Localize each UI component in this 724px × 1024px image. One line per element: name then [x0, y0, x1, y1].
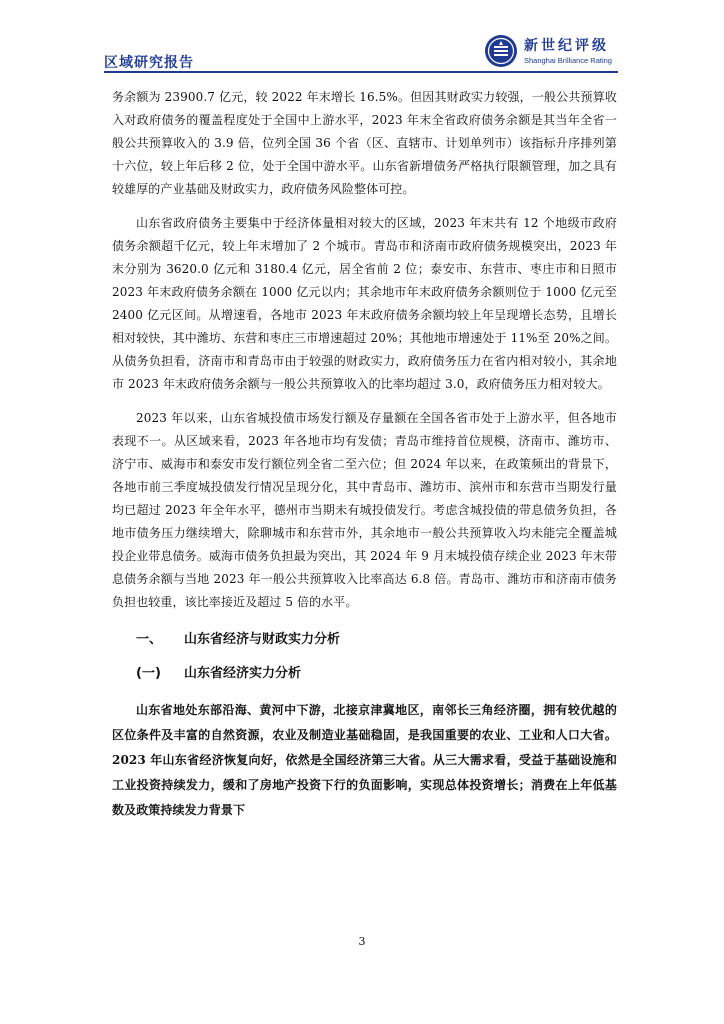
brand-emblem-icon: [484, 34, 518, 68]
section-heading-1-number: 一、: [136, 632, 163, 647]
subsection-heading-1-text: 山东省经济实力分析: [184, 666, 302, 681]
body-paragraph-1: 务余额为 23900.7 亿元，较 2022 年末增长 16.5%。但因其财政实力较强，一般公共预算收入对政府债务的覆盖程度处于全国中上游水平，2023 年末全省政府债务余额是其当年全省一般公共预算收入的 3.9 倍，位列全国 36 个省（区、直辖市、计划单列市）该指标升序排列第十六位，较上年后移 2 位，处于全国中游水平。山东省新增债务严格执行限额管理，加之具有较雄厚的产业基础及财政实力，政府债务风险整体可控。: [112, 90, 617, 196]
body-paragraph-3: 2023 年以来，山东省城投债市场发行额及存量额在全国各省市处于上游水平，但各地市表现不一。从区域来看，2023 年各地市均有发债；青岛市维持首位规模，济南市、潍坊市、济宁市、威海市和泰安市发行额位列全省二至六位；但 2024 年以来，在政策频出的背景下，各地市前三季度城投债发行情况呈现分化，其中青岛市、潍坊市、滨州市和东营市当期发行量均已超过 2023 年全年水平，德州市当期未有城投债发行。考虑含城投债的带息债务负担，各地市债务压力继续增大，除聊城市和东营市外，其余地市一般公共预算收入均未能完全覆盖城投企业带息债务。威海市债务负担最为突出，其 2024 年 9 月末城投债存续企业 2023 年末带息债务余额与当地 2023 年一般公共预算收入比率高达 6.8 倍。青岛市、潍坊市和济南市债务负担也较重，该比率接近及超过 5 倍的水平。: [112, 411, 617, 609]
page-number: 3: [358, 935, 366, 948]
brand-name-cn: 新世纪评级: [524, 38, 609, 54]
subsection-heading-1: [112, 662, 617, 686]
body-paragraph-4-bold: 山东省地处东部沿海、黄河中下游，北接京津冀地区，南邻长三角经济圈，拥有较优越的区位条件及丰富的自然资源，农业及制造业基础稳固，是我国重要的农业、工业和人口大省。2023 年山东省经济恢复向好，依然是全国经济第三大省。从三大需求看，受益于基础设施和工业投资持续发力，缓和了房地产投资下行的负面影响，实现总体投资增长；消费在上年低基数及政策持续发力背景下: [112, 703, 617, 817]
header-divider: [104, 71, 618, 73]
section-heading-1-text: 山东省经济与财政实力分析: [184, 632, 341, 647]
brand-name-en: Shanghai Brilliance Rating: [524, 56, 612, 65]
brand-logo: [484, 34, 614, 70]
section-heading-1: [112, 628, 617, 652]
report-category-title: 区域研究报告: [104, 55, 194, 71]
subsection-heading-1-number: (一): [136, 666, 161, 681]
report-body: [112, 86, 617, 823]
body-paragraph-2: 山东省政府债务主要集中于经济体量相对较大的区域，2023 年末共有 12 个地级市政府债务余额超千亿元，较上年末增加了 2 个城市。青岛市和济南市政府债务规模突出，2023 年末分别为 3620.0 亿元和 3180.4 亿元，居全省前 2 位；泰安市、东营市、枣庄市和日照市 2023 年末政府债务余额在 1000 亿元以内；其余地市年末政府债务余额则位于 1000 亿元至 2400 亿元区间。从增速看，各地市 2023 年末政府债务余额均较上年呈现增长态势，且增长相对较快，其中潍坊、东营和枣庄三市增速超过 20%；其他地市增速处于 11%至 20%之间。从债务负担看，济南市和青岛市由于较强的财政实力，政府债务压力在省内相对较小，其余地市 2023 年末政府债务余额与一般公共预算收入的比率均超过 3.0，政府债务压力相对较大。: [112, 216, 617, 391]
